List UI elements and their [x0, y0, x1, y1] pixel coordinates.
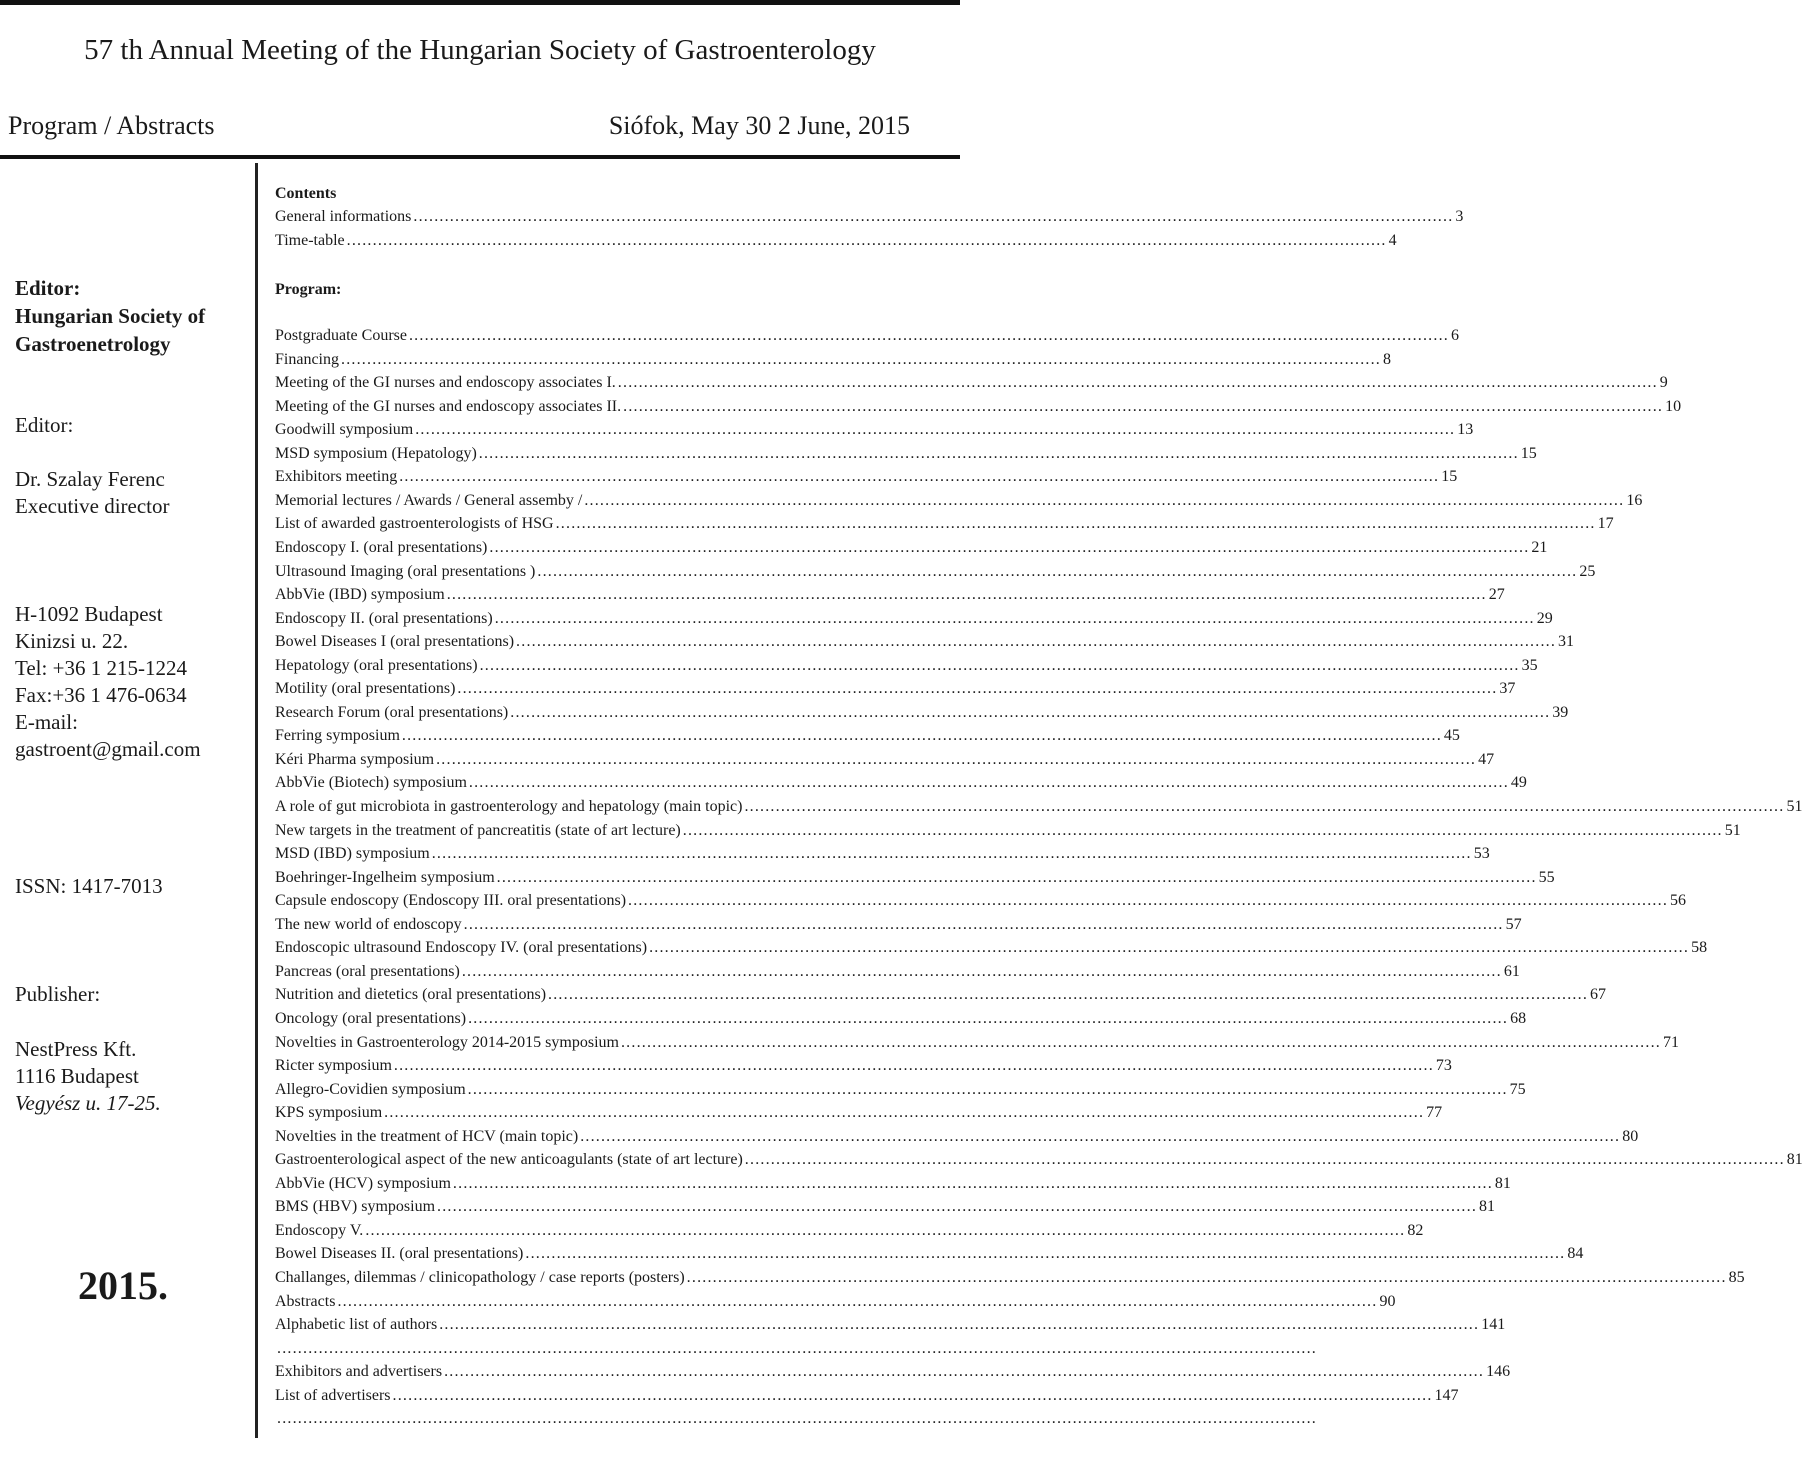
toc-entry-page: 4 [1388, 231, 1397, 249]
toc-entry-title: General informations [275, 208, 412, 225]
toc-dot-leader: ........................................................................................................................................................................................................ [628, 892, 1669, 910]
toc-dot-leader: ........................................................................................................................................................................................................ [496, 868, 1537, 886]
toc-dot-leader: ........................................................................................................................................................................................................ [686, 1269, 1727, 1286]
toc-entry-page: 9 [1659, 374, 1668, 392]
toc-entry[interactable] [275, 397, 1682, 422]
toc-entry[interactable] [275, 727, 1460, 751]
publication-year: 2015. [78, 1263, 168, 1308]
editor-role: Executive director [15, 494, 170, 518]
toc-dot-leader: ........................................................................................................................................................................................................ [461, 962, 1502, 980]
toc-entry-title: Meeting of the GI nurses and endoscopy associates II. [275, 397, 622, 415]
toc-entry-title: MSD symposium (Hepatology) [275, 444, 477, 462]
toc-entry[interactable] [275, 538, 1548, 563]
toc-entry-page: 80 [1622, 1127, 1639, 1145]
toc-entry-page: 27 [1488, 586, 1505, 604]
toc-entry-title: Abstracts [275, 1292, 336, 1310]
editor-label: Editor: [15, 413, 74, 437]
toc-entry[interactable] [275, 939, 1708, 963]
address-line1: H-1092 Budapest [15, 602, 163, 626]
toc-entry-title: Ultrasound Imaging (oral presentations ) [275, 562, 536, 580]
toc-entry-page: 13 [1457, 421, 1474, 439]
toc-entry-title: Memorial lectures / Awards / General assemby / [275, 491, 583, 509]
toc-entry-page: 8 [1383, 350, 1391, 368]
toc-entry-page: 73 [1435, 1057, 1452, 1075]
toc-dot-leader: ........................................................................................................................................................................................................ [494, 609, 1535, 627]
toc-entry[interactable] [275, 703, 1569, 728]
toc-entry-page: 45 [1443, 727, 1460, 745]
toc-entry-title: Endoscopy I. (oral presentations) [275, 538, 488, 556]
toc-dot-leader: ........................................................................................................................................................................................................ [463, 915, 1504, 933]
top-rule [0, 0, 960, 5]
toc-entry[interactable] [275, 515, 1614, 539]
toc-entry-title: Motility (oral presentations) [275, 680, 456, 698]
toc-entry-page: 25 [1579, 562, 1596, 580]
toc-dot-leader: ........................................................................................................................................................................................................ [468, 1009, 1509, 1027]
subheader [8, 106, 910, 146]
publisher-name: NestPress Kft. [15, 1037, 137, 1061]
toc-entry-page: 90 [1379, 1292, 1396, 1310]
toc-entry[interactable] [275, 986, 1607, 1010]
toc-entry-page: 147 [1434, 1386, 1459, 1404]
toc-entry[interactable] [275, 562, 1596, 587]
toc-entry[interactable] [275, 633, 1575, 657]
toc-dot-leader: ........................................................................................................................................................................................................ [468, 774, 1509, 792]
toc-dot-leader: ........................................................................................................................................................................................................ [478, 444, 1519, 462]
toc-entry-page: 53 [1473, 845, 1490, 863]
toc-entry[interactable] [275, 208, 1464, 232]
toc-entry-title: Allegro-Covidien symposium [275, 1080, 466, 1098]
toc-entry-page: 58 [1691, 939, 1708, 957]
toc-dot-leader: ........................................................................................................................................................................................................ [555, 515, 1596, 533]
toc-entry[interactable] [275, 1104, 1443, 1128]
toc-entry-title: Endoscopy II. (oral presentations) [275, 609, 493, 627]
toc-dot-leader: ........................................................................................................................................................................................................ [489, 538, 1530, 556]
toc-entry[interactable] [275, 444, 1537, 469]
toc-entry-title: Endoscopy V. [275, 1221, 364, 1239]
toc-entry-page: 15 [1520, 444, 1537, 462]
toc-dot-leader: ........................................................................................................................................................................................................ [580, 1127, 1621, 1145]
publisher-city: 1116 Budapest [15, 1064, 139, 1088]
toc-entry-page: 82 [1407, 1221, 1424, 1239]
toc-dot-leader: ........................................................................................................................................................................................................ [510, 703, 1551, 721]
toc-dot-leader: ........................................................................................................................................................................................................ [537, 562, 1578, 580]
toc-entry-title: Capsule endoscopy (Endoscopy III. oral presentations) [275, 892, 627, 910]
toc-entry-title: Bowel Diseases II. (oral presentations) [275, 1245, 524, 1263]
toc-entry-title: KPS symposium [275, 1104, 383, 1122]
program-abstracts-label: Program / Abstracts [8, 111, 215, 140]
publisher-street: Vegyész u. 17-25. [15, 1091, 161, 1115]
toc-entry-page: 37 [1499, 680, 1516, 698]
toc-entry[interactable] [275, 231, 1397, 256]
toc-dot-leader: ........................................................................................................................................................................................................ [277, 1339, 1317, 1357]
toc-entry-page: 21 [1531, 538, 1548, 556]
toc-entry[interactable] [275, 1033, 1679, 1058]
toc-entry-title: Pancreas (oral presentations) [275, 962, 460, 980]
toc-dot-leader: ........................................................................................................................................................................................................ [277, 1410, 1317, 1428]
toc-dot-leader: ........................................................................................................................................................................................................ [649, 939, 1690, 957]
toc-dot-leader: ........................................................................................................................................................................................................ [682, 821, 1723, 839]
fax: Fax:+36 1 476-0634 [15, 683, 187, 707]
toc-entry[interactable] [275, 374, 1668, 398]
toc-entry[interactable] [275, 656, 1538, 681]
toc-dot-leader: ........................................................................................................................................................................................................ [623, 397, 1664, 415]
toc-dot-leader: ........................................................................................................................................................................................................ [436, 750, 1477, 768]
toc-dot-leader: ........................................................................................................................................................................................................ [346, 231, 1387, 249]
toc-dot-leader: ........................................................................................................................................................................................................ [399, 468, 1440, 486]
toc-entry[interactable] [275, 1410, 1317, 1434]
toc-entry-page: 17 [1597, 515, 1614, 533]
toc-entry-page: 16 [1626, 491, 1643, 509]
issn: ISSN: 1417-7013 [15, 874, 163, 898]
toc-entry-page: 31 [1558, 633, 1575, 651]
meeting-title: 57 th Annual Meeting of the Hungarian Society of Gastroenterology [84, 34, 876, 66]
toc-dot-leader: ........................................................................................................................................................................................................ [337, 1292, 1378, 1310]
toc-entry-page: 75 [1509, 1080, 1526, 1098]
toc-entry-page: 81 [1786, 1151, 1803, 1169]
toc-entry-title: Novelties in Gastroenterology 2014-2015 symposium [275, 1033, 619, 1051]
toc-entry-title: Bowel Diseases I (oral presentations) [275, 633, 515, 651]
toc-entry-page: 84 [1567, 1245, 1584, 1263]
toc-dot-leader: ........................................................................................................................................................................................................ [365, 1221, 1406, 1239]
toc-dot-leader: ........................................................................................................................................................................................................ [467, 1080, 1508, 1098]
toc-entry[interactable] [275, 586, 1505, 610]
toc-entry[interactable] [275, 1009, 1527, 1034]
toc-entry-page: 77 [1426, 1104, 1443, 1122]
toc-dot-leader: ........................................................................................................................................................................................................ [516, 633, 1557, 651]
toc-entry-page: 71 [1662, 1033, 1679, 1051]
toc-entry[interactable] [275, 774, 1527, 798]
toc-entry[interactable] [275, 1151, 1803, 1175]
toc-entry-page: 81 [1479, 1198, 1496, 1216]
toc-entry-page: 10 [1665, 397, 1682, 415]
toc-entry-title: Financing [275, 350, 339, 368]
publisher-label: Publisher: [15, 982, 101, 1006]
toc-entry[interactable] [275, 845, 1490, 869]
toc-entry-title: Meeting of the GI nurses and endoscopy associates I. [275, 374, 616, 392]
toc-entry-page: 55 [1538, 868, 1555, 886]
contents-heading: Contents [275, 185, 337, 202]
toc-entry[interactable] [275, 1316, 1506, 1340]
toc-dot-leader: ........................................................................................................................................................................................................ [479, 656, 1520, 674]
toc-entry[interactable] [275, 350, 1391, 375]
toc-entry-title: Novelties in the treatment of HCV (main topic) [275, 1127, 579, 1145]
toc-entry-title: Endoscopic ultrasound Endoscopy IV. (oral presentations) [275, 939, 648, 957]
toc-dot-leader: ........................................................................................................................................................................................................ [744, 1151, 1785, 1169]
toc-entry-page: 47 [1478, 750, 1495, 768]
toc-entry-page: 61 [1503, 962, 1520, 980]
toc-entry[interactable] [275, 1174, 1511, 1199]
toc-entry[interactable] [275, 892, 1687, 916]
toc-entry-page: 85 [1728, 1269, 1745, 1286]
toc-dot-leader: ........................................................................................................................................................................................................ [446, 586, 1487, 604]
address-line2: Kinizsi u. 22. [15, 629, 129, 653]
toc-entry[interactable] [275, 609, 1553, 634]
toc-dot-leader: ........................................................................................................................................................................................................ [401, 727, 1442, 745]
toc-entry-page: 3 [1455, 208, 1464, 225]
telephone: Tel: +36 1 215-1224 [15, 656, 187, 680]
toc-entry[interactable] [275, 821, 1741, 846]
toc-dot-leader: ........................................................................................................................................................................................................ [437, 1198, 1478, 1216]
toc-dot-leader: ........................................................................................................................................................................................................ [384, 1104, 1425, 1122]
toc-entry-page: 56 [1670, 892, 1687, 910]
toc-entry[interactable] [275, 680, 1516, 704]
toc-entry-title: Gastroenterological aspect of the new anticoagulants (state of art lecture) [275, 1151, 743, 1169]
column-divider [255, 163, 258, 1438]
toc-entry[interactable] [275, 1339, 1317, 1364]
toc-dot-leader: ........................................................................................................................................................................................................ [744, 798, 1785, 815]
toc-entry[interactable] [275, 1057, 1452, 1081]
toc-entry-title: Exhibitors meeting [275, 468, 398, 486]
toc-entry-page: 15 [1441, 468, 1458, 486]
toc-entry-page: 51 [1724, 821, 1741, 839]
toc-entry-title: AbbVie (IBD) symposium [275, 586, 445, 604]
toc-entry-page: 57 [1505, 915, 1522, 933]
toc-entry-title: Exhibitors and advertisers [275, 1363, 443, 1381]
venue-date: Siófok, May 30 2 June, 2015 [608, 111, 910, 140]
toc-entry-page: 49 [1510, 774, 1527, 792]
toc-entry-page: 81 [1494, 1174, 1511, 1192]
toc-dot-leader: ........................................................................................................................................................................................................ [584, 491, 1625, 509]
email-address[interactable]: gastroent@gmail.com [15, 737, 201, 761]
program-heading: Program: [275, 281, 342, 298]
toc-dot-leader: ........................................................................................................................................................................................................ [457, 680, 1498, 698]
toc-entry[interactable] [275, 1363, 1511, 1387]
toc-dot-leader: ........................................................................................................................................................................................................ [452, 1174, 1493, 1192]
toc-entry-title: BMS (HBV) symposium [275, 1198, 436, 1216]
toc-entry-page: 68 [1510, 1009, 1527, 1027]
toc-entry-title: The new world of endoscopy [275, 915, 462, 933]
toc-entry[interactable] [275, 1221, 1424, 1246]
toc-entry-title: Ferring symposium [275, 727, 400, 745]
toc-entry[interactable] [275, 750, 1495, 775]
toc-dot-leader: ........................................................................................................................................................................................................ [525, 1245, 1566, 1263]
toc-entry-title: Time-table [275, 231, 345, 249]
toc-entry-title: Kéri Pharma symposium [275, 750, 435, 768]
toc-dot-leader: ........................................................................................................................................................................................................ [341, 350, 1381, 368]
toc-entry-title: Postgraduate Course [275, 327, 407, 344]
toc-entry[interactable] [275, 421, 1474, 445]
toc-entry[interactable] [275, 468, 1458, 492]
toc-entry[interactable] [275, 1292, 1396, 1317]
toc-entry[interactable] [275, 915, 1522, 940]
toc-entry[interactable] [275, 1269, 1745, 1293]
toc-dot-leader: ........................................................................................................................................................................................................ [393, 1057, 1434, 1075]
header-rule [0, 155, 960, 159]
toc-entry[interactable] [275, 868, 1555, 893]
toc-entry[interactable] [275, 798, 1803, 822]
society-name-line2: Gastroenetrology [15, 332, 171, 356]
toc-dot-leader: ........................................................................................................................................................................................................ [439, 1316, 1480, 1334]
toc-entry-title: Oncology (oral presentations) [275, 1009, 467, 1027]
toc-entry-title: Challanges, dilemmas / clinicopathology / case reports (posters) [275, 1269, 685, 1286]
toc-entry-title: Goodwill symposium [275, 421, 414, 439]
toc-entry-title: Nutrition and dietetics (oral presentations) [275, 986, 547, 1004]
toc-entry-page: 67 [1590, 986, 1607, 1004]
toc-entry-page: 29 [1536, 609, 1553, 627]
toc-entry[interactable] [275, 327, 1459, 351]
editor-bold-label: Editor: [15, 276, 81, 300]
toc-entry-title: MSD (IBD) symposium [275, 845, 430, 863]
toc-entry[interactable] [275, 1198, 1496, 1222]
toc-entry-page: 6 [1450, 327, 1459, 344]
toc-entry-page: 146 [1486, 1363, 1511, 1381]
toc-entry-title: A role of gut microbiota in gastroenterology and hepatology (main topic) [275, 798, 743, 815]
toc-entry[interactable] [275, 1080, 1526, 1105]
toc-entry-title: AbbVie (HCV) symposium [275, 1174, 451, 1192]
toc-entry-title: New targets in the treatment of pancreatitis (state of art lecture) [275, 821, 681, 839]
toc-entry-page: 39 [1552, 703, 1569, 721]
toc-entry[interactable] [275, 1386, 1459, 1411]
toc-entry-title: Boehringer-Ingelheim symposium [275, 868, 495, 886]
toc-entry-title: Alphabetic list of authors [275, 1316, 438, 1334]
toc-dot-leader: ........................................................................................................................................................................................................ [444, 1363, 1485, 1381]
toc-entry-title: Research Forum (oral presentations) [275, 703, 509, 721]
society-name-line1: Hungarian Society of [15, 304, 206, 328]
toc-dot-leader: ........................................................................................................................................................................................................ [617, 374, 1658, 392]
toc-dot-leader: ........................................................................................................................................................................................................ [413, 208, 1454, 225]
editor-name: Dr. Szalay Ferenc [15, 467, 165, 491]
toc-entry[interactable] [275, 962, 1520, 987]
toc-dot-leader: ........................................................................................................................................................................................................ [392, 1386, 1433, 1404]
toc-entry-page: 141 [1481, 1316, 1506, 1334]
email-label: E-mail: [15, 710, 78, 734]
toc-entry[interactable] [275, 491, 1643, 516]
toc-dot-leader: ........................................................................................................................................................................................................ [620, 1033, 1661, 1051]
toc-dot-leader: ........................................................................................................................................................................................................ [548, 986, 1589, 1004]
toc-entry-title: List of awarded gastroenterologists of HSG [275, 515, 554, 533]
toc-entry-title: AbbVie (Biotech) symposium [275, 774, 467, 792]
toc-entry-page: 35 [1521, 656, 1538, 674]
toc-dot-leader: ........................................................................................................................................................................................................ [431, 845, 1472, 863]
toc-entry[interactable] [275, 1127, 1639, 1152]
toc-dot-leader: ........................................................................................................................................................................................................ [408, 327, 1449, 344]
toc-entry-title: Hepatology (oral presentations) [275, 656, 478, 674]
toc-entry[interactable] [275, 1245, 1584, 1269]
toc-dot-leader: ........................................................................................................................................................................................................ [415, 421, 1456, 439]
toc-entry-title: List of advertisers [275, 1386, 391, 1404]
toc-entry-title: Ricter symposium [275, 1057, 392, 1075]
toc-entry-page: 51 [1786, 798, 1803, 815]
